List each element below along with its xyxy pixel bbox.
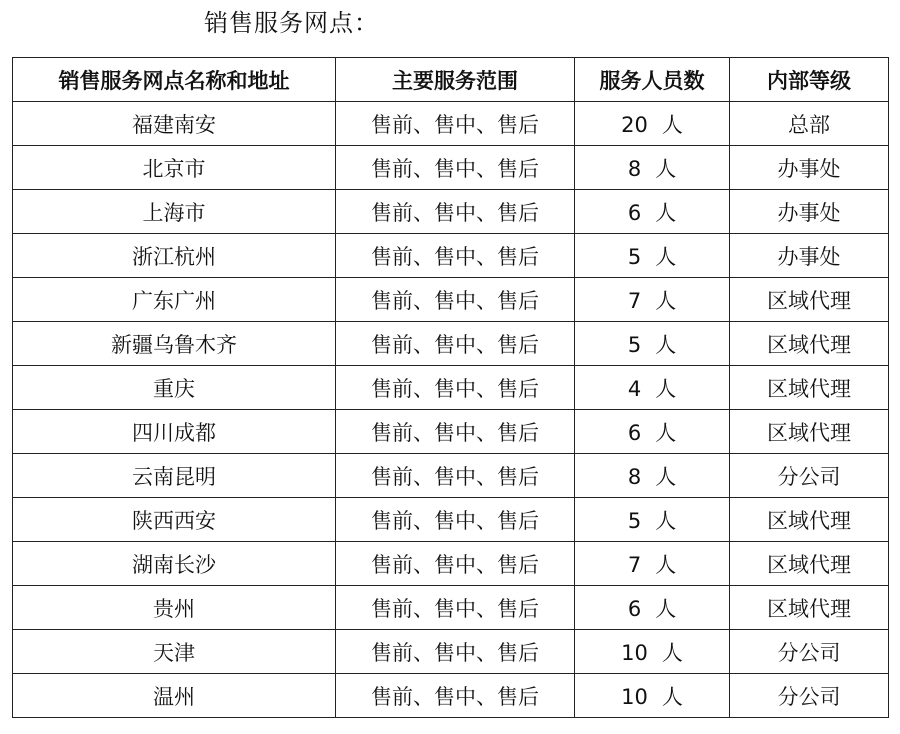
staff-count-cell [575,498,730,542]
staff-count-cell [575,322,730,366]
outlet-name-cell: 新疆乌鲁木齐 [13,322,336,366]
staff-count-value: 8 [627,156,642,181]
staff-count-cell [575,102,730,146]
staff-count-unit: 人 [655,288,677,313]
outlet-name-cell: 四川成都 [13,410,336,454]
staff-count-value: 5 [627,244,642,269]
page-heading: 销售服务网点： [204,9,379,37]
table-row [13,410,889,454]
staff-count-cell [575,146,730,190]
staff-count-value: 5 [627,332,642,357]
outlet-name-cell: 陕西西安 [13,498,336,542]
service-scope-cell: 售前、售中、售后 [336,630,575,674]
internal-level-cell: 区域代理 [730,498,889,542]
table-row [13,366,889,410]
staff-count-unit: 人 [655,156,677,181]
internal-level-cell: 区域代理 [730,410,889,454]
service-scope-cell: 售前、售中、售后 [336,102,575,146]
outlet-name-cell: 重庆 [13,366,336,410]
table-row [13,190,889,234]
internal-level-cell: 区域代理 [730,586,889,630]
service-scope-cell: 售前、售中、售后 [336,190,575,234]
staff-count-unit: 人 [655,464,677,489]
staff-count-value: 6 [627,200,642,225]
service-scope-cell: 售前、售中、售后 [336,410,575,454]
internal-level-cell: 区域代理 [730,366,889,410]
staff-count-value: 6 [627,596,642,621]
outlet-name-cell: 浙江杭州 [13,234,336,278]
column-header-name: 销售服务网点名称和地址 [13,58,336,102]
service-scope-cell: 售前、售中、售后 [336,234,575,278]
staff-count-unit: 人 [661,640,683,665]
outlet-name-cell: 湖南长沙 [13,542,336,586]
table-body [13,102,889,718]
staff-count-cell [575,234,730,278]
service-scope-cell: 售前、售中、售后 [336,322,575,366]
outlet-name-cell: 贵州 [13,586,336,630]
staff-count-value: 20 [621,112,648,137]
staff-count-cell [575,586,730,630]
table-row [13,234,889,278]
staff-count-cell [575,454,730,498]
staff-count-value: 10 [621,640,648,665]
staff-count-cell [575,410,730,454]
table-row [13,454,889,498]
column-header-scope: 主要服务范围 [336,58,575,102]
outlet-name-cell: 天津 [13,630,336,674]
service-scope-cell: 售前、售中、售后 [336,278,575,322]
staff-count-value: 4 [627,376,642,401]
staff-count-value: 8 [627,464,642,489]
staff-count-value: 5 [627,508,642,533]
staff-count-value: 6 [627,420,642,445]
staff-count-cell [575,542,730,586]
staff-count-unit: 人 [655,200,677,225]
table-row [13,542,889,586]
outlet-name-cell: 广东广州 [13,278,336,322]
table-row [13,630,889,674]
staff-count-value: 10 [621,684,648,709]
outlet-name-cell: 温州 [13,674,336,718]
table-row [13,322,889,366]
table-row [13,278,889,322]
internal-level-cell: 分公司 [730,454,889,498]
internal-level-cell: 分公司 [730,674,889,718]
staff-count-unit: 人 [655,376,677,401]
service-scope-cell: 售前、售中、售后 [336,586,575,630]
service-scope-cell: 售前、售中、售后 [336,674,575,718]
service-scope-cell: 售前、售中、售后 [336,542,575,586]
column-header-level: 内部等级 [730,58,889,102]
outlet-name-cell: 北京市 [13,146,336,190]
service-scope-cell: 售前、售中、售后 [336,498,575,542]
internal-level-cell: 总部 [730,102,889,146]
staff-count-cell [575,190,730,234]
internal-level-cell: 区域代理 [730,542,889,586]
staff-count-cell [575,366,730,410]
table-row [13,102,889,146]
table-header-row [13,58,889,102]
service-scope-cell: 售前、售中、售后 [336,146,575,190]
outlet-name-cell: 云南昆明 [13,454,336,498]
staff-count-unit: 人 [655,508,677,533]
outlet-name-cell: 福建南安 [13,102,336,146]
staff-count-cell [575,674,730,718]
table-row [13,586,889,630]
internal-level-cell: 办事处 [730,190,889,234]
service-outlets-table [12,57,889,718]
internal-level-cell: 分公司 [730,630,889,674]
staff-count-unit: 人 [655,596,677,621]
staff-count-cell [575,278,730,322]
staff-count-value: 7 [627,552,642,577]
outlet-name-cell: 上海市 [13,190,336,234]
internal-level-cell: 区域代理 [730,322,889,366]
table-row [13,146,889,190]
staff-count-cell [575,630,730,674]
staff-count-unit: 人 [655,420,677,445]
service-scope-cell: 售前、售中、售后 [336,454,575,498]
staff-count-value: 7 [627,288,642,313]
staff-count-unit: 人 [655,244,677,269]
staff-count-unit: 人 [655,332,677,357]
internal-level-cell: 办事处 [730,234,889,278]
internal-level-cell: 办事处 [730,146,889,190]
service-scope-cell: 售前、售中、售后 [336,366,575,410]
staff-count-unit: 人 [661,112,683,137]
table-row [13,674,889,718]
column-header-staff: 服务人员数 [575,58,730,102]
staff-count-unit: 人 [655,552,677,577]
table-row [13,498,889,542]
staff-count-unit: 人 [661,684,683,709]
internal-level-cell: 区域代理 [730,278,889,322]
